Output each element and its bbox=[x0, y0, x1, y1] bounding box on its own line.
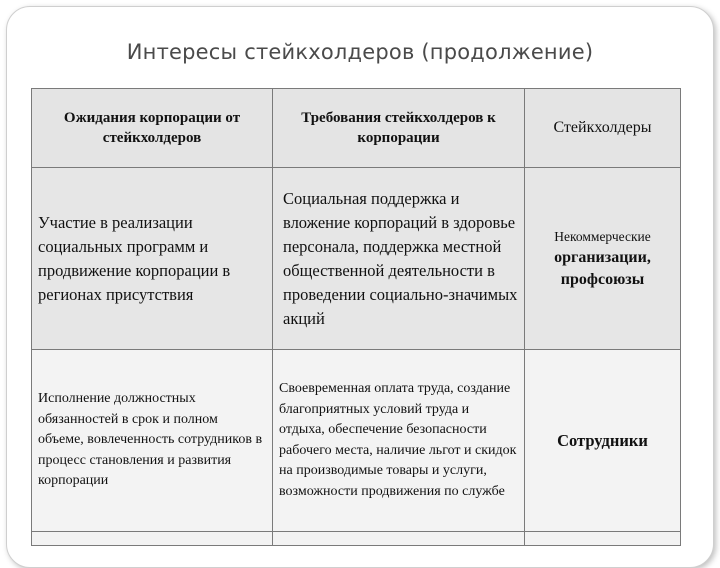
stakeholder-table bbox=[31, 88, 681, 546]
cell-expectations: Исполнение должностных обязанностей в срок и полном объеме, вовлеченность сотрудников в процесс становления и развития корпорации bbox=[32, 350, 273, 532]
table-row bbox=[32, 350, 681, 532]
table-header-row bbox=[32, 89, 681, 168]
header-stakeholders: Стейкхолдеры bbox=[525, 89, 681, 168]
stakeholder-line-1: Некоммерческие bbox=[554, 228, 651, 244]
header-requirements: Требования стейкхолдеров к корпорации bbox=[273, 89, 525, 168]
stakeholder-line-2: организации, профсоюзы bbox=[554, 248, 651, 288]
header-expectations: Ожидания корпорации от стейкхолдеров bbox=[32, 89, 273, 168]
cell-requirements: Своевременная оплата труда, создание благоприятных условий труда и отдыха, обеспечение безопасности рабочего места, наличие льгот и скидок на производимые товары и услуги, возможности продвижения по службе bbox=[273, 350, 525, 532]
slide-title: Интересы стейкхолдеров (продолжение) bbox=[126, 40, 594, 64]
empty-cell bbox=[32, 532, 273, 546]
table-row-empty bbox=[32, 532, 681, 546]
empty-cell bbox=[273, 532, 525, 546]
cell-expectations: Участие в реализации социальных программ и продвижение корпорации в регионах присутствия bbox=[32, 168, 273, 350]
cell-stakeholder: Сотрудники bbox=[525, 350, 681, 532]
cell-stakeholder bbox=[525, 168, 681, 350]
empty-cell bbox=[525, 532, 681, 546]
cell-requirements: Социальная поддержка и вложение корпораций в здоровье персонала, поддержка местной общественной деятельности в проведении социально-значимых акций bbox=[273, 168, 525, 350]
table-row bbox=[32, 168, 681, 350]
